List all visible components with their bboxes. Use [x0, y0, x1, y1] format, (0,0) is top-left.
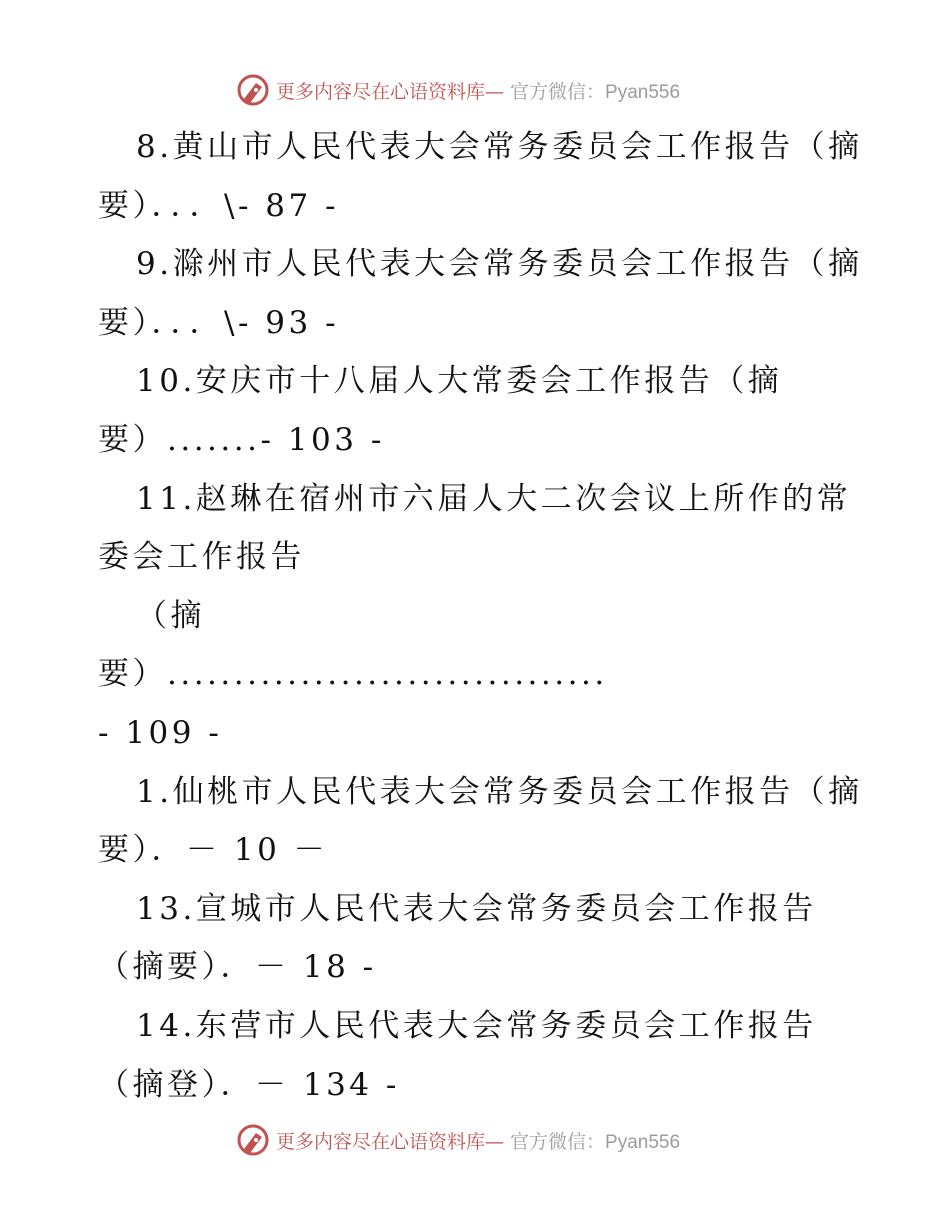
banner-text: 更多内容尽在心语资料库—	[276, 1130, 505, 1153]
pen-nib-logo-icon	[236, 73, 270, 107]
toc-line: 要）.................................	[98, 656, 608, 693]
banner-wechat: 官方微信：Pyan556	[510, 1131, 681, 1153]
toc-line: 8.黄山市人民代表大会常务委员会工作报告（摘	[136, 129, 863, 165]
toc-line: （摘	[136, 597, 205, 634]
table-of-contents	[98, 118, 863, 1114]
toc-line: 10.安庆市十八届人大常委会工作报告（摘	[136, 363, 783, 400]
toc-line: 1.仙桃市人民代表大会常务委员会工作报告（摘	[136, 773, 863, 810]
toc-line: （摘登）．－ 134 -	[98, 1066, 400, 1103]
banner-text: 更多内容尽在心语资料库—	[276, 80, 505, 103]
toc-line: 要）.......- 103 -	[98, 421, 385, 458]
toc-line: 9.滁州市人民代表大会常务委员会工作报告（摘	[136, 246, 863, 283]
footer-banner	[236, 1122, 680, 1158]
toc-line: （摘要）．－ 18 -	[98, 949, 377, 986]
toc-line: 要）．－ 10 －	[98, 832, 329, 869]
toc-line: 13.宣城市人民代表大会常务委员会工作报告	[136, 890, 817, 927]
toc-line: 11.赵琳在宿州市六届人大二次会议上所作的常	[136, 480, 852, 517]
toc-line: - 109 -	[98, 714, 223, 751]
toc-line: 委会工作报告	[98, 539, 305, 576]
pen-nib-logo-icon	[236, 1123, 270, 1157]
toc-line: 14.东营市人民代表大会常务委员会工作报告	[136, 1007, 817, 1044]
banner-wechat: 官方微信：Pyan556	[510, 81, 681, 103]
toc-line: 要）．．．\- 87 -	[98, 187, 340, 224]
header-banner	[236, 72, 680, 108]
toc-line: 要）．．．\- 93 -	[98, 304, 340, 341]
